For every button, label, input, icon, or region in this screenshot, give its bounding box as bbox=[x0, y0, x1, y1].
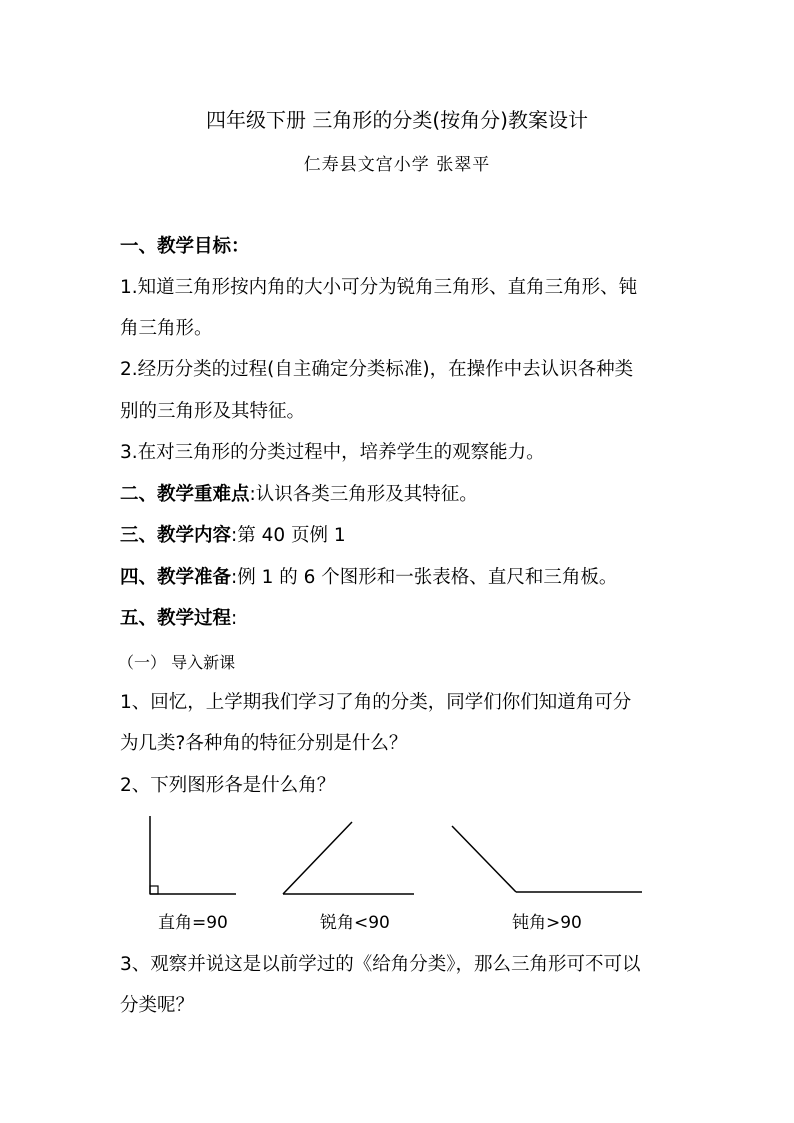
question-1-line-b: 为几类?各种角的特征分别是什么？ bbox=[120, 733, 408, 754]
section-text: :例 1 的 6 个图形和一张表格、直尺和三角板。 bbox=[231, 567, 618, 588]
subsection-intro: （一） 导入新课 bbox=[118, 653, 236, 672]
section-text: : bbox=[231, 608, 238, 629]
objective-2-line-a: 2.经历分类的过程(自主确定分类标准)，在操作中去认识各种类 bbox=[120, 359, 634, 380]
obtuse-angle-figure bbox=[452, 826, 642, 892]
objective-1-line-b: 角三角形。 bbox=[120, 318, 213, 339]
section-text: :第 40 页例 1 bbox=[231, 525, 346, 546]
right-angle-figure bbox=[150, 816, 236, 894]
section-text: :认识各类三角形及其特征。 bbox=[249, 484, 478, 505]
angle-figures bbox=[140, 812, 660, 902]
objective-3-line: 3.在对三角形的分类过程中，培养学生的观察能力。 bbox=[120, 442, 545, 463]
section-heading-text: 三、教学内容 bbox=[120, 525, 232, 546]
question-3-line-a: 3、观察并说这是以前学过的《给角分类》，那么三角形可不可以 bbox=[120, 954, 641, 975]
section-heading-text: 五、教学过程 bbox=[120, 608, 232, 629]
section-key-points bbox=[120, 480, 478, 506]
question-2-line: 2、下列图形各是什么角？ bbox=[120, 775, 336, 796]
section-heading-text: 四、教学准备 bbox=[120, 567, 232, 588]
objective-2-line-b: 别的三角形及其特征。 bbox=[120, 401, 306, 422]
acute-angle-label: 锐角<90 bbox=[320, 913, 390, 933]
obtuse-angle-label: 钝角>90 bbox=[512, 913, 582, 933]
section-preparation bbox=[120, 563, 617, 589]
acute-angle-figure bbox=[283, 822, 414, 894]
page-title: 四年级下册 三角形的分类(按角分)教案设计 bbox=[206, 108, 588, 132]
objective-1-line-a: 1.知道三角形按内角的大小可分为锐角三角形、直角三角形、钝 bbox=[120, 277, 638, 298]
section-process bbox=[120, 604, 237, 630]
section-heading-text: 一、教学目标： bbox=[120, 236, 250, 257]
question-1-line-a: 1、回忆，上学期我们学习了角的分类，同学们你们知道角可分 bbox=[120, 692, 632, 713]
section-heading-objectives bbox=[120, 232, 250, 258]
author-line: 仁寿县文宫小学 张翠平 bbox=[303, 155, 491, 175]
section-heading-text: 二、教学重难点 bbox=[120, 484, 250, 505]
section-content bbox=[120, 521, 346, 547]
question-3-line-b: 分类呢？ bbox=[120, 995, 195, 1016]
right-angle-label: 直角=90 bbox=[158, 913, 228, 933]
